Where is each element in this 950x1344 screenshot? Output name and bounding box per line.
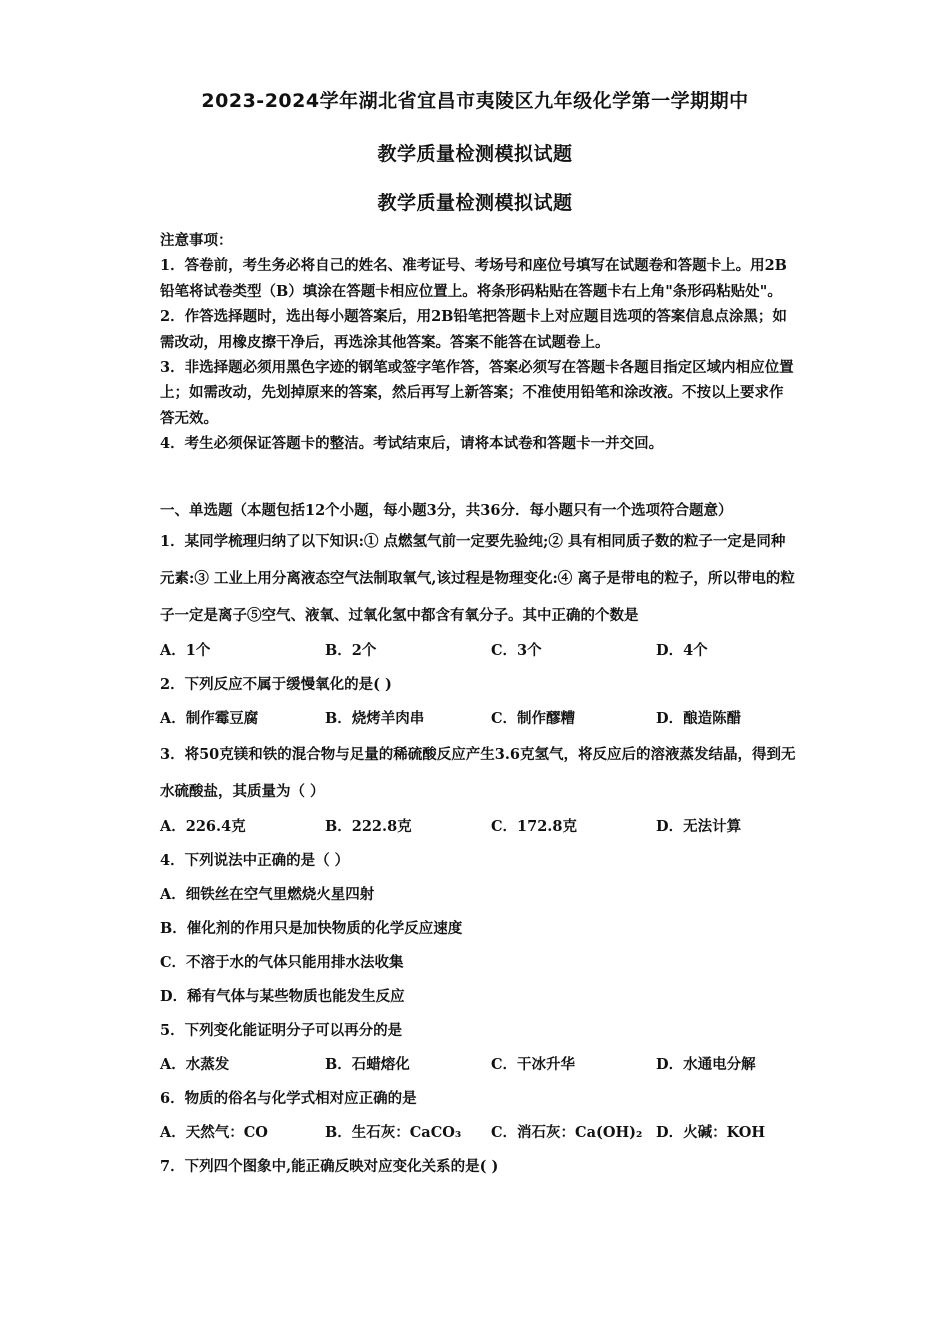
- note-item-4: 4．考生必须保证答题卡的整洁。考试结束后，请将本试卷和答题卡一并交回。: [160, 435, 664, 453]
- question-2-option-c[interactable]: C．制作醪糟: [491, 710, 576, 728]
- question-3-option-a[interactable]: A．226.4克: [160, 818, 246, 836]
- question-4-option-c[interactable]: C．不溶于水的气体只能用排水法收集: [160, 954, 404, 972]
- question-3-option-b[interactable]: B．222.8克: [325, 818, 412, 836]
- question-1-option-b[interactable]: B．2个: [325, 642, 377, 660]
- note-item-1: 1．答卷前，考生务必将自己的姓名、准考证号、考场号和座位号填写在试题卷和答题卡上。用2B铅笔将试卷类型（B）填涂在答题卡相应位置上。将条形码粘贴在答题卡右上角"条形码粘贴处"。: [160, 257, 787, 300]
- question-3-stem: 3．将50克镁和铁的混合物与足量的稀硫酸反应产生3.6克氢气，将反应后的溶液蒸发结晶，得到无水硫酸盐，其质量为（ ）: [160, 746, 796, 801]
- question-5-stem: 5．下列变化能证明分子可以再分的是: [160, 1022, 403, 1040]
- question-1-option-c[interactable]: C．3个: [491, 642, 542, 660]
- question-6-option-d[interactable]: D．火碱：KOH: [656, 1124, 766, 1142]
- question-1-option-d[interactable]: D．4个: [656, 642, 708, 660]
- question-3-option-c[interactable]: C．172.8克: [491, 818, 577, 836]
- question-5-options: [160, 1048, 796, 1082]
- question-6-stem: 6．物质的俗名与化学式相对应正确的是: [160, 1090, 417, 1108]
- questions-section: [160, 498, 796, 1184]
- question-3-options: [160, 810, 796, 844]
- section-heading: 一、单选题（本题包括12个小题，每小题3分，共36分．每小题只有一个选项符合题意）: [160, 502, 733, 519]
- notes-section: [160, 228, 796, 457]
- question-5-option-d[interactable]: D．水通电分解: [656, 1056, 756, 1074]
- question-3-option-d[interactable]: D．无法计算: [656, 818, 742, 836]
- question-2-option-a[interactable]: A．制作霉豆腐: [160, 710, 259, 728]
- question-2-option-b[interactable]: B．烧烤羊肉串: [325, 710, 425, 728]
- question-5-option-c[interactable]: C．干冰升华: [491, 1056, 576, 1074]
- question-4-option-b[interactable]: B．催化剂的作用只是加快物质的化学反应速度: [160, 920, 463, 938]
- exam-title-line-1: 2023-2024学年湖北省宜昌市夷陵区九年级化学第一学期期中: [201, 90, 749, 112]
- question-2-option-d[interactable]: D．酿造陈醋: [656, 710, 742, 728]
- exam-title-line-3: 教学质量检测模拟试题: [377, 192, 573, 214]
- question-4-option-d[interactable]: D．稀有气体与某些物质也能发生反应: [160, 988, 405, 1006]
- question-2-options: [160, 702, 796, 736]
- note-item-3: 3．非选择题必须用黑色字迹的钢笔或签字笔作答，答案必须写在答题卡各题目指定区域内相应位置上；如需改动，先划掉原来的答案，然后再写上新答案；不准使用铅笔和涂改液。不按以上要求作答无效。: [160, 359, 794, 427]
- question-1-options: [160, 634, 796, 668]
- question-6-options: [160, 1116, 796, 1150]
- note-item-2: 2．作答选择题时，选出每小题答案后，用2B铅笔把答题卡上对应题目选项的答案信息点涂黑；如需改动，用橡皮擦干净后，再选涂其他答案。答案不能答在试题卷上。: [160, 308, 787, 351]
- question-6-option-c[interactable]: C．消石灰：Ca(OH)₂: [491, 1124, 643, 1142]
- question-6-option-a[interactable]: A．天然气：CO: [160, 1124, 268, 1142]
- question-4-stem: 4．下列说法中正确的是（ ）: [160, 852, 350, 870]
- question-5-option-b[interactable]: B．石蜡熔化: [325, 1056, 410, 1074]
- question-5-option-a[interactable]: A．水蒸发: [160, 1056, 230, 1074]
- question-7-stem: 7．下列四个图象中,能正确反映对应变化关系的是( ): [160, 1158, 499, 1176]
- question-1-stem: 1．某同学梳理归纳了以下知识:① 点燃氢气前一定要先验纯;② 具有相同质子数的粒子一定是同种元素:③ 工业上用分离液态空气法制取氧气,该过程是物理变化:④ 离子是带电的粒子，所以带电的粒子一定是离子⑤空气、液氧、过氧化氢中都含有氧分子。其中正确的个数是: [160, 533, 795, 625]
- question-1-option-a[interactable]: A．1个: [160, 642, 211, 660]
- question-2-stem: 2．下列反应不属于缓慢氧化的是( ): [160, 676, 392, 694]
- question-4-option-a[interactable]: A．细铁丝在空气里燃烧火星四射: [160, 886, 375, 904]
- question-6-option-b[interactable]: B．生石灰：CaCO₃: [325, 1124, 462, 1142]
- exam-title-line-2: 教学质量检测模拟试题: [377, 143, 573, 165]
- notes-heading: 注意事项：: [160, 232, 233, 249]
